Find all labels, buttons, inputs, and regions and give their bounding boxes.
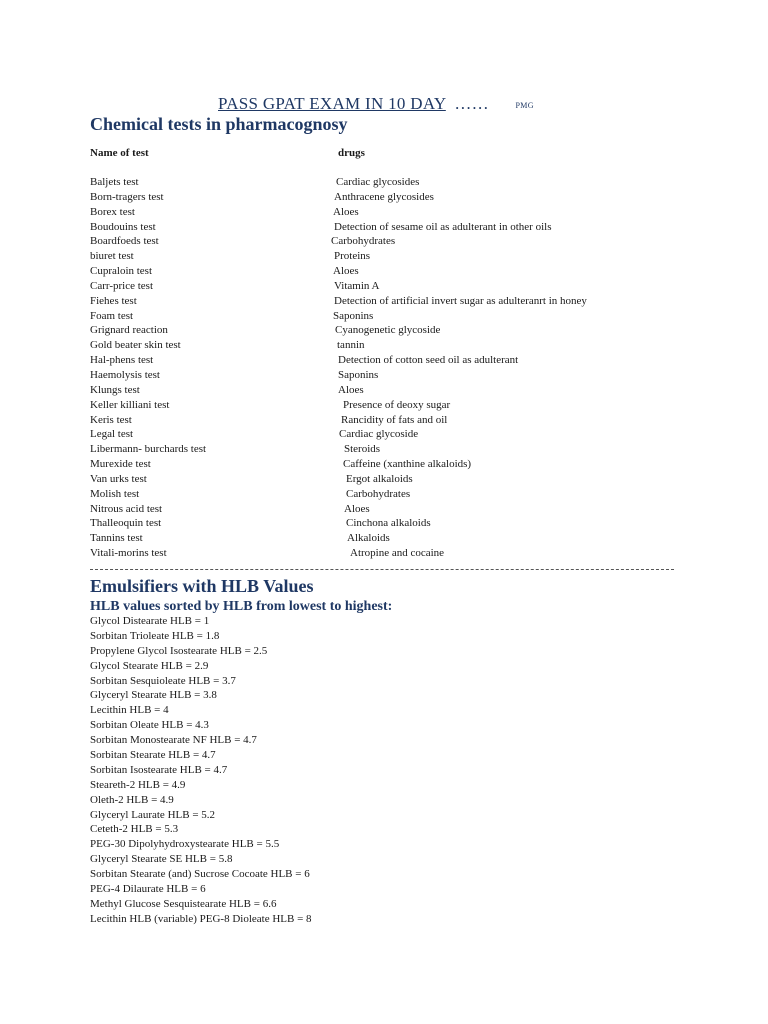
table-row: [0, 175, 768, 190]
list-item: Sorbitan Sesquioleate HLB = 3.7: [90, 674, 236, 687]
test-name: Van urks test: [90, 472, 147, 485]
table-row: [0, 516, 768, 531]
table-row: [0, 487, 768, 502]
drug-name: Vitamin A: [334, 279, 380, 292]
drug-name: Carbohydrates: [331, 235, 396, 248]
test-name: Cupraloin test: [90, 265, 153, 278]
drug-name: Aloes: [344, 502, 370, 515]
emulsifiers-heading: Emulsifiers with HLB Values: [90, 576, 314, 596]
table-row: [0, 323, 768, 338]
drug-name: Anthracene glycosides: [334, 190, 434, 203]
drug-name: Detection of sesame oil as adulterant in other oils: [334, 220, 552, 233]
test-name: Murexide test: [90, 458, 151, 471]
list-item: Lecithin HLB = 4: [90, 704, 169, 717]
table-row: [0, 457, 768, 472]
test-name: Keris test: [90, 413, 132, 426]
test-name: Borex test: [90, 205, 135, 218]
test-name: Molish test: [90, 487, 140, 500]
column-header-test: Name of test: [90, 147, 149, 159]
test-name: Vitali-morins test: [90, 547, 167, 560]
drug-name: Ergot alkaloids: [346, 472, 413, 485]
test-name: Carr-price test: [90, 279, 153, 292]
table-row: [0, 338, 768, 353]
title-ellipsis: ……: [454, 94, 489, 113]
drug-name: Cardiac glycoside: [339, 428, 419, 441]
test-name: Fiehes test: [90, 294, 137, 307]
table-row: [0, 220, 768, 235]
list-item: Glyceryl Laurate HLB = 5.2: [90, 808, 216, 821]
column-header-drug: drugs: [338, 147, 365, 159]
test-name: Klungs test: [90, 383, 140, 396]
drug-name: Atropine and cocaine: [350, 547, 445, 560]
table-row: [0, 264, 768, 279]
list-item: PEG-4 Dilaurate HLB = 6: [90, 883, 206, 896]
table-row: [0, 234, 768, 249]
drug-name: Cyanogenetic glycoside: [335, 324, 441, 337]
test-name: Hal-phens test: [90, 354, 154, 367]
drug-name: Detection of cotton seed oil as adulterant: [338, 354, 519, 367]
test-name: Nitrous acid test: [90, 502, 163, 515]
test-name: Legal test: [90, 428, 134, 441]
drug-name: Cardiac glycosides: [336, 176, 420, 188]
table-row: [0, 442, 768, 457]
table-row: [0, 309, 768, 324]
drug-name: Steroids: [344, 443, 381, 456]
table-row: [0, 205, 768, 220]
drug-name: tannin: [337, 339, 365, 352]
list-item: Ceteth-2 HLB = 5.3: [90, 823, 179, 836]
title-text: PASS GPAT EXAM IN 10 DAY: [218, 94, 446, 113]
test-name: Keller killiani test: [90, 398, 170, 411]
test-name: Libermann- burchards test: [90, 443, 207, 456]
table-row: [0, 383, 768, 398]
list-item: Steareth-2 HLB = 4.9: [90, 778, 186, 791]
test-name: biuret test: [90, 250, 134, 263]
drug-name: Proteins: [334, 250, 371, 263]
list-item: Glyceryl Stearate SE HLB = 5.8: [90, 853, 233, 866]
drug-name: Alkaloids: [347, 532, 390, 545]
list-item: Glycol Stearate HLB = 2.9: [90, 659, 209, 672]
test-name: Boardfoeds test: [90, 235, 159, 248]
test-name: Thalleoquin test: [90, 517, 162, 530]
table-row: [0, 502, 768, 517]
test-name: Gold beater skin test: [90, 339, 181, 352]
drug-name: Saponins: [333, 309, 374, 322]
list-item: Sorbitan Stearate HLB = 4.7: [90, 749, 216, 762]
list-item: Sorbitan Isostearate HLB = 4.7: [90, 763, 228, 776]
list-item: Methyl Glucose Sesquistearate HLB = 6.6: [90, 897, 277, 910]
test-name: Foam test: [90, 309, 134, 322]
table-row: [0, 353, 768, 368]
table-row: [0, 294, 768, 309]
chemical-tests-table: [0, 175, 768, 561]
test-name: Tannins test: [90, 532, 143, 545]
table-row: [0, 472, 768, 487]
drug-name: Caffeine (xanthine alkaloids): [343, 458, 472, 471]
title-tag: PMG: [515, 100, 534, 110]
list-item: Sorbitan Monostearate NF HLB = 4.7: [90, 734, 257, 747]
section-divider: [90, 569, 674, 570]
drug-name: Cinchona alkaloids: [346, 517, 431, 530]
drug-name: Aloes: [333, 205, 359, 218]
test-name: Baljets test: [90, 176, 139, 188]
drug-name: Presence of deoxy sugar: [343, 398, 451, 411]
table-row: [0, 368, 768, 383]
list-item: Sorbitan Stearate (and) Sucrose Cocoate HLB = 6: [90, 868, 310, 881]
drug-name: Aloes: [338, 383, 364, 396]
table-row: [0, 427, 768, 442]
table-row: [0, 413, 768, 428]
table-row: [0, 279, 768, 294]
list-item: Glyceryl Stearate HLB = 3.8: [90, 689, 217, 702]
drug-name: Aloes: [333, 265, 359, 278]
list-item: Propylene Glycol Isostearate HLB = 2.5: [90, 644, 268, 657]
table-row: [0, 190, 768, 205]
list-item: Lecithin HLB (variable) PEG-8 Dioleate HLB = 8: [90, 912, 312, 925]
test-name: Haemolysis test: [90, 368, 160, 381]
list-item: Glycol Distearate HLB = 1: [90, 615, 210, 627]
chemical-tests-heading: Chemical tests in pharmacognosy: [90, 114, 348, 134]
list-item: Sorbitan Oleate HLB = 4.3: [90, 719, 209, 732]
drug-name: Carbohydrates: [346, 487, 411, 500]
emulsifiers-subheading: HLB values sorted by HLB from lowest to highest:: [90, 599, 393, 614]
test-name: Boudouins test: [90, 220, 156, 233]
list-item: PEG-30 Dipolyhydroxystearate HLB = 5.5: [90, 838, 280, 851]
list-item: Oleth-2 HLB = 4.9: [90, 793, 174, 806]
table-row: [0, 249, 768, 264]
drug-name: Saponins: [338, 368, 379, 381]
drug-name: Rancidity of fats and oil: [341, 413, 448, 426]
test-name: Born-tragers test: [90, 190, 164, 203]
table-row: [0, 546, 768, 561]
test-name: Grignard reaction: [90, 324, 168, 337]
page-title: [218, 94, 534, 114]
table-row: [0, 531, 768, 546]
table-row: [0, 398, 768, 413]
drug-name: Detection of artificial invert sugar as adulteranrt in honey: [334, 294, 587, 307]
list-item: Sorbitan Trioleate HLB = 1.8: [90, 629, 220, 642]
hlb-list: [90, 614, 312, 927]
